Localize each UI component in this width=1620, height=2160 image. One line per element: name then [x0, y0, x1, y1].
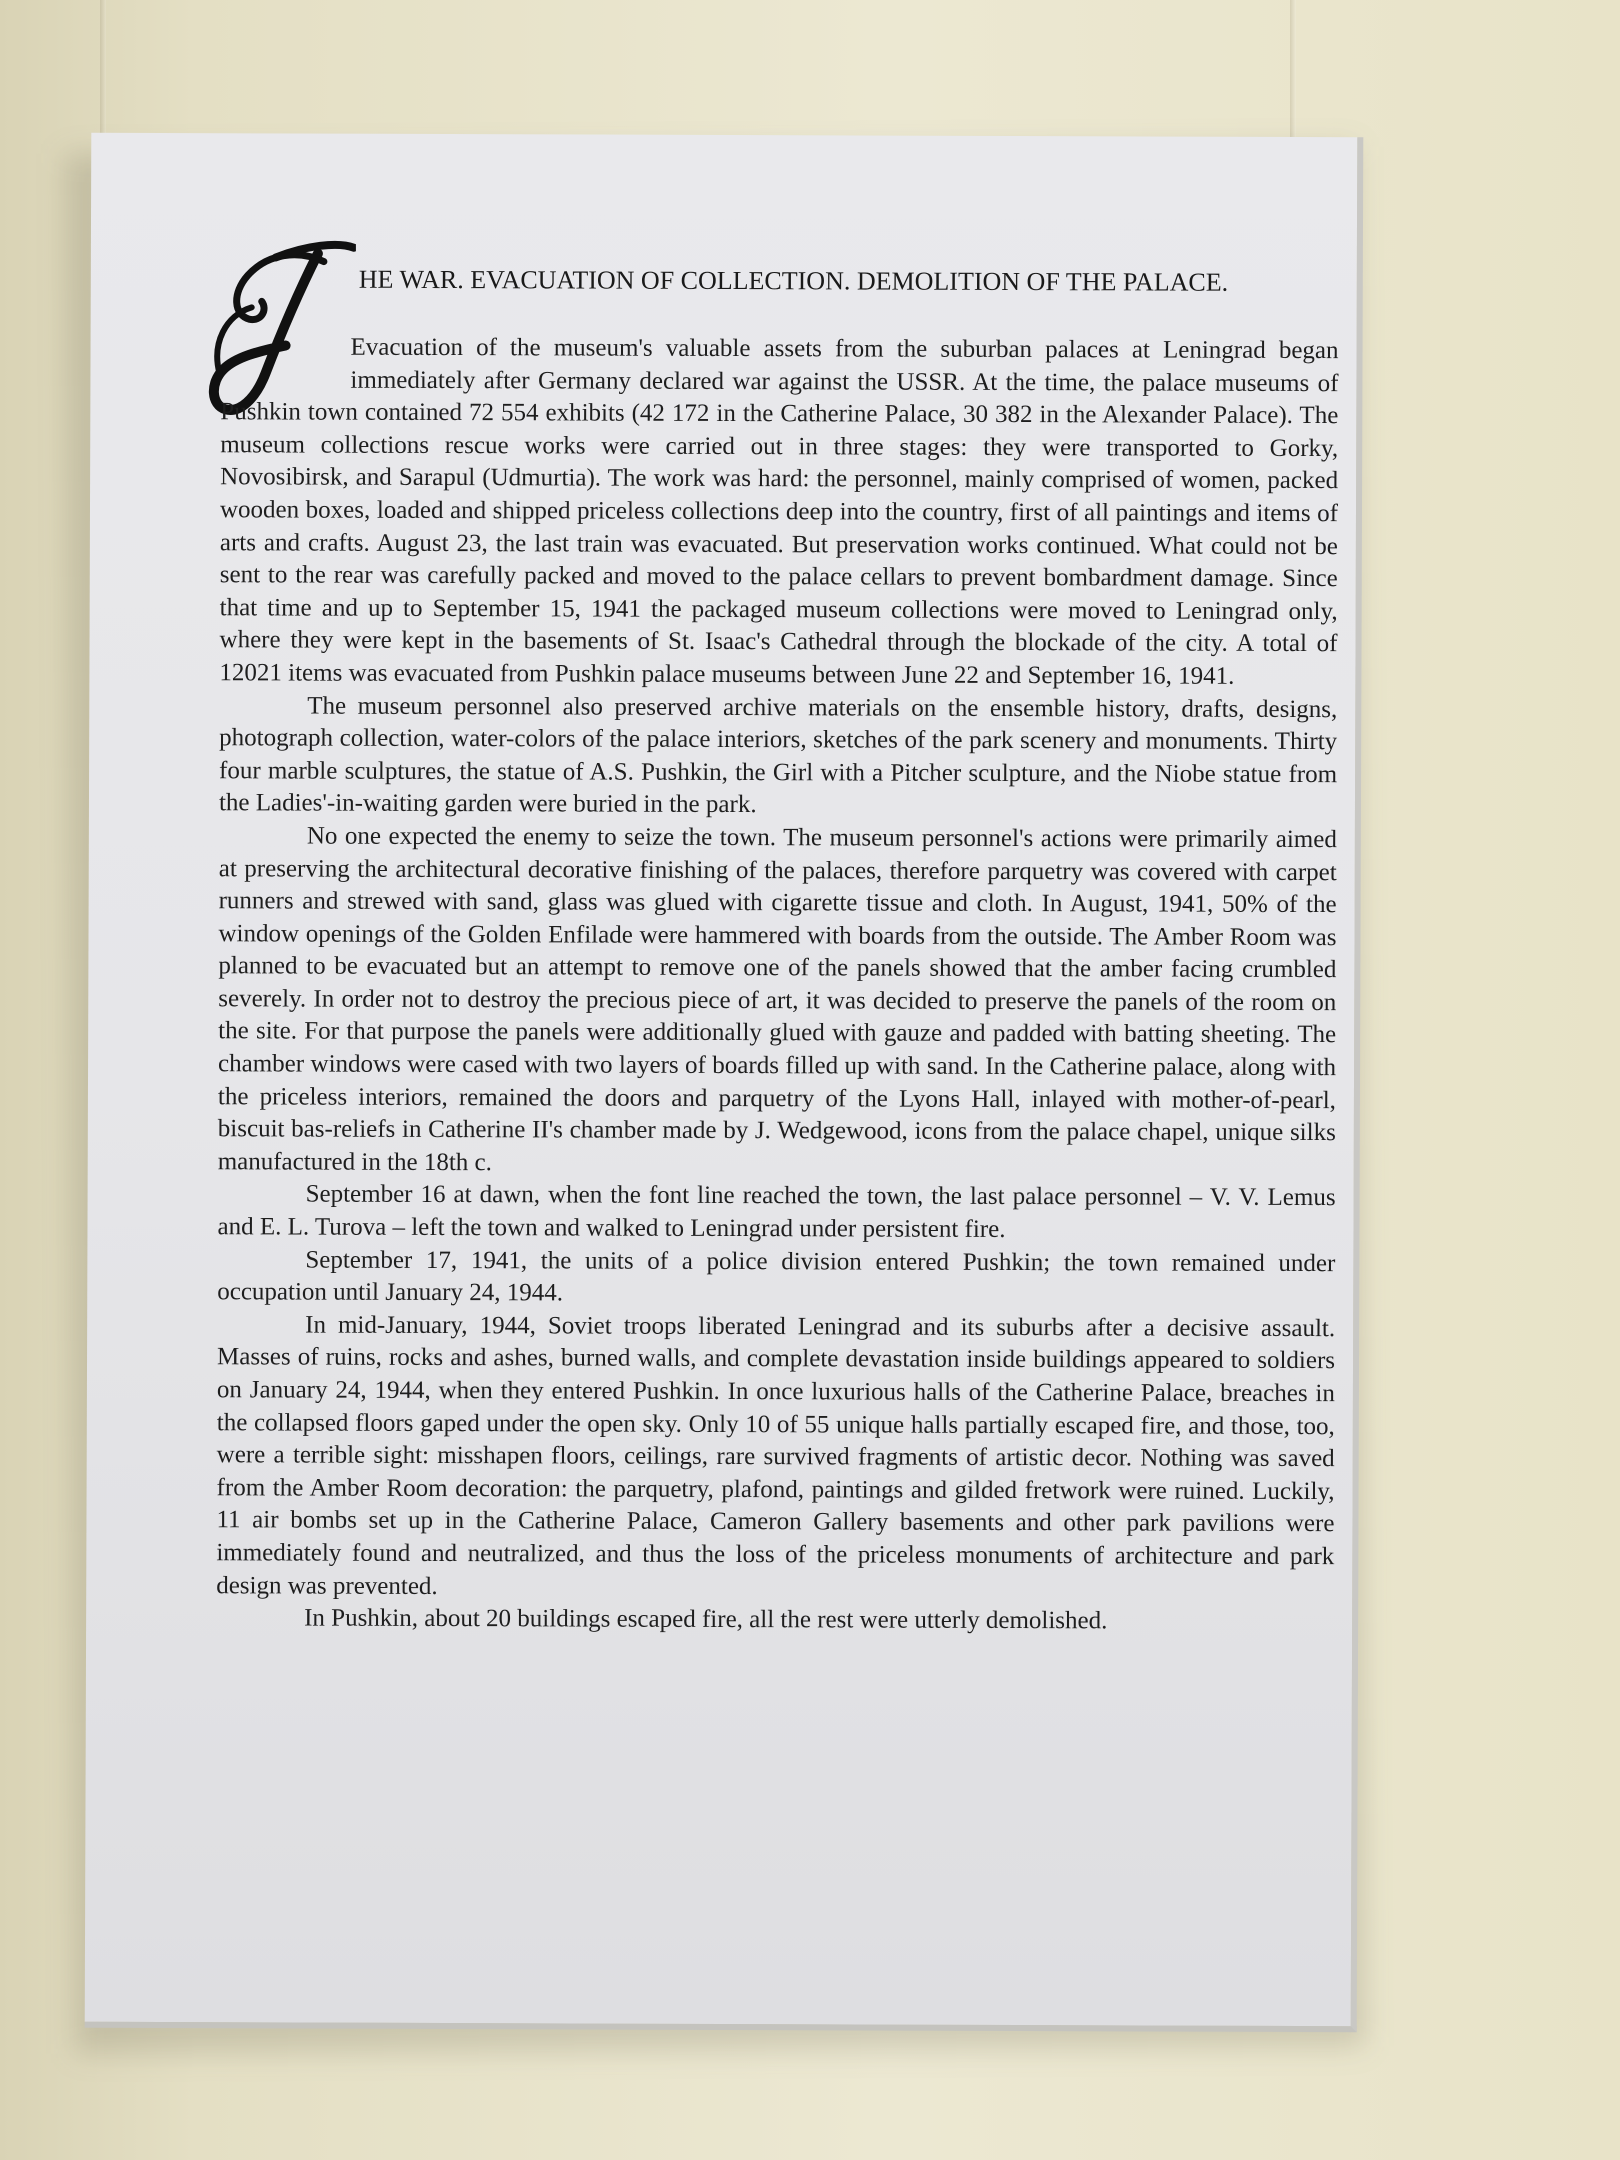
panel-heading: HE WAR. EVACUATION OF COLLECTION. DEMOLITION OF THE PALACE. — [358, 264, 1229, 297]
paragraph-occupation: September 17, 1941, the units of a police division entered Pushkin; the town remained under occupation until January 24, 1944. — [217, 1246, 1336, 1307]
drop-cap-space — [220, 331, 350, 395]
paragraph-preservation: No one expected the enemy to seize the town. The museum personnel's actions were primarily aimed at preserving the architectural decorative finishing of the palaces, therefore parquetry was covered with carpet runners and strewed with sand, glass was glued with cigarette tissue and cloth. In August, 1941, 50% of the window openings of the Golden Enfilade were hammered with boards from the outside. The Amber Room was planned to be evacuated but an attempt to remove one of the panels showed that the amber facing crumbled severely. In order not to destroy the precious piece of art, it was decided to preserve the panels of the room on the site. For that purpose the panels were additionally glued with gauze and padded with batting sheeting. The chamber windows were cased with two layers of boards filled up with sand. In the Catherine palace, along with the priceless interiors, remained the doors and parquetry of the Lyons Hall, inlayed with mother-of-pearl, biscuit bas-reliefs in Catherine II's chamber made by J. Wedgewood, icons from the palace chapel, unique silks manufactured in the 18th c. — [217, 822, 1337, 1177]
paragraph-september-16: September 16 at dawn, when the font line reached the town, the last palace personnel – V. V. Lemus and E. L. Turova – left the town and walked to Leningrad under persistent fire. — [217, 1180, 1336, 1244]
paragraph-demolished: In Pushkin, about 20 buildings escaped fire, all the rest were utterly demolished. — [304, 1604, 1108, 1635]
paragraph-archives: The museum personnel also preserved archive materials on the ensemble history, drafts, designs, photograph collection, water-colors of the palace interiors, sketches of the park scenery and monuments. Thirty four marble sculptures, the statue of A.S. Pushkin, the Girl with a Pitcher sculpture, and the Niobe statue from the Ladies'-in-waiting garden were buried in the park. — [218, 692, 1338, 819]
paragraph-text: Evacuation of the museum's valuable assets from the suburban palaces at Leningrad began immediately after Germany declared war against the USSR. At the time, the palace museums of Pushkin town contained 72 554 exhibits (42 172 in the Catherine Palace, 30 382 in the Alexander Palace). The museum collections rescue works were carried out in three stages: they were transported to Gorky, Novosibirsk, and Sarapul (Udmurtia). The work was hard: the personnel, mainly comprised of women, packed wooden boxes, loaded and shipped priceless collections deep into the country, first of all paintings and items of arts and crafts. August 23, the last train was evacuated. But preservation works continued. What could not be sent to the rear was carefully packed and moved to the palace cellars to prevent bombardment damage. Since that time and up to September 15, 1941 the packaged museum collections were moved to Leningrad only, where they were kept in the basements of St. Isaac's Cathedral through the blockade of the city. A total of 12021 items was evacuated from Pushkin palace museums between June 22 and September 16, 1941. — [219, 333, 1339, 690]
panel-text — [216, 331, 1339, 1639]
paragraph-evacuation — [219, 331, 1338, 693]
paragraph-liberation: In mid-January, 1944, Soviet troops liberated Leningrad and its suburbs after a decisive assault. Masses of ruins, rocks and ashes, burned walls, and complete devastation inside buildings appeared to soldiers on January 24, 1944, when they entered Pushkin. In once luxurious halls of the Catherine Palace, breaches in the collapsed floors gaped under the open sky. Only 10 of 55 unique halls partially escaped fire, and those, too, were a terrible sight: misshapen floors, ceilings, rare survived fragments of artistic decor. Nothing was saved from the Amber Room decoration: the parquetry, plafond, paintings and gilded fretwork were ruined. Luckily, 11 air bombs set up in the Catherine Palace, Cameron Gallery basements and other park pavilions were immediately found and neutralized, and thus the loss of the priceless monuments of architecture and park design was prevented. — [216, 1311, 1336, 1600]
information-panel — [85, 133, 1364, 2032]
